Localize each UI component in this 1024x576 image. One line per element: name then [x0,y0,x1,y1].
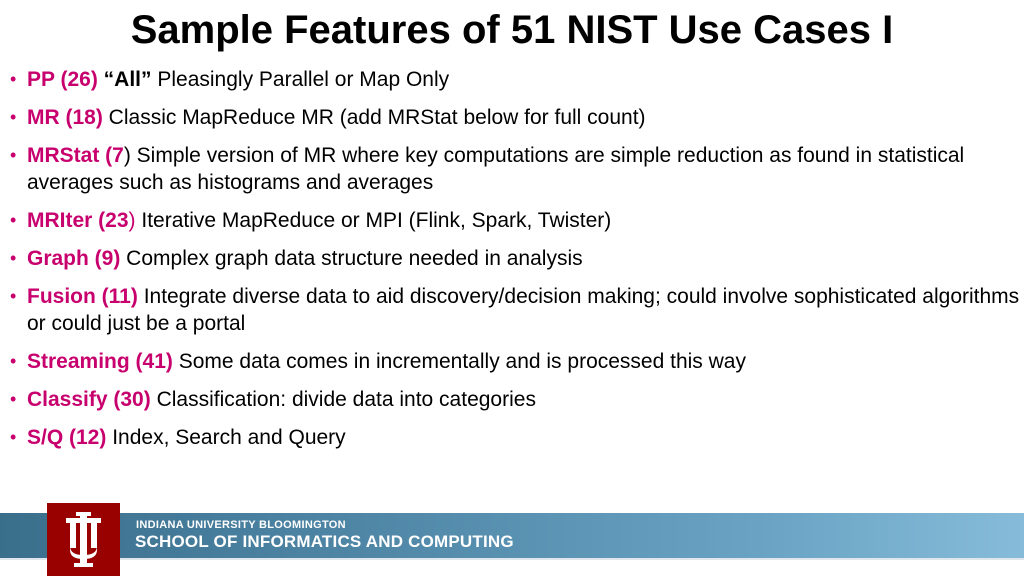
footer-university: INDIANA UNIVERSITY BLOOMINGTON [136,519,346,531]
feature-text: Classification: divide data into categories [150,388,536,411]
feature-key: MRIter (23 [27,209,129,232]
feature-list [10,66,1020,451]
list-item [10,207,1020,234]
feature-quote: “All” [103,68,152,91]
list-item [10,386,1020,413]
feature-text: ) Simple version of MR where key computations are simple reduction as found in statistical averages such as histograms and averages [27,144,965,194]
list-item [10,348,1020,375]
feature-text: Iterative MapReduce or MPI (Flink, Spark, Twister) [135,209,612,232]
feature-key: Fusion (11) [27,285,138,308]
feature-key: PP (26) [27,68,98,91]
feature-key: S/Q (12) [27,426,107,449]
bullet-icon: • [10,351,17,371]
list-item [10,283,1020,337]
bullet-icon: • [10,107,17,127]
feature-text: Some data comes in incrementally and is processed this way [172,350,746,373]
list-item [10,245,1020,272]
slide-title: Sample Features of 51 NIST Use Cases I [130,8,894,52]
bullet-icon: • [10,286,17,306]
list-item [10,424,1020,451]
feature-key: Classify (30) [27,388,151,411]
bullet-icon: • [10,427,17,447]
list-item [10,66,1020,93]
bullet-icon: • [10,389,17,409]
feature-key: Streaming (41) [27,350,173,373]
list-item [10,104,1020,131]
bullet-icon: • [10,210,17,230]
iu-trident-icon-graphic [47,503,120,576]
feature-key: MR (18) [27,106,103,129]
list-item [10,142,1020,196]
feature-text: Index, Search and Query [106,426,346,449]
bullet-icon: • [10,69,17,89]
feature-text: Pleasingly Parallel or Map Only [151,68,450,91]
footer-divider [0,558,1024,560]
feature-key: Graph (9) [27,247,121,270]
feature-text: Classic MapReduce MR (add MRStat below for full count) [102,106,646,129]
bullet-icon: • [10,145,17,165]
feature-text: Integrate diverse data to aid discovery/decision making; could involve sophisticated algorithms or could just be a portal [27,285,1020,335]
bullet-icon: • [10,248,17,268]
footer-school: SCHOOL OF INFORMATICS AND COMPUTING [135,532,514,551]
iu-trident-icon [47,503,120,576]
feature-key-tail: ) [128,209,136,232]
feature-key: MRStat (7 [27,144,124,167]
feature-text: Complex graph data structure needed in analysis [120,247,583,270]
